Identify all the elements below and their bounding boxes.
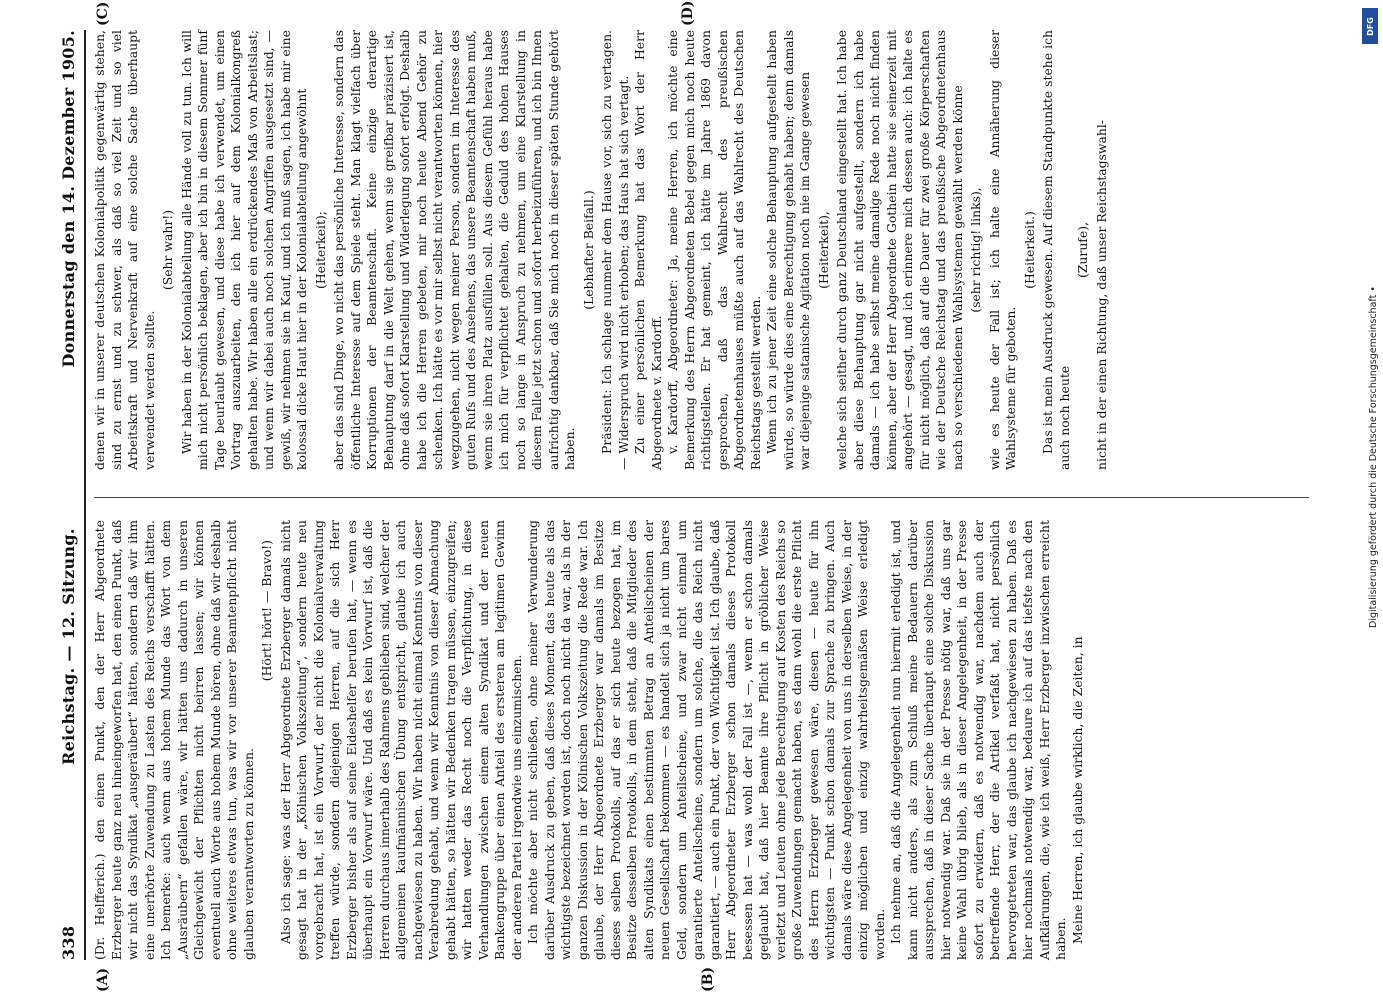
interjection: (Sehr wahr!) xyxy=(160,209,175,291)
dfg-logo xyxy=(1362,8,1378,44)
margin-mark-d: (D) xyxy=(680,0,696,26)
page-number: 338 xyxy=(58,925,78,960)
paragraph: nicht in der einen Richtung, daß unser Reichstagswahl- xyxy=(1093,119,1109,470)
paragraph: welche sich seither durch ganz Deutschland eingestellt hat. Ich habe aber diese Behauptung gar nicht aufgestellt, sondern ich habe damals — ich habe selbst meine damalige Rede noch nicht finden können, aber der Herr Abgeordnete Gothein hatte sie seinerzeit mit angehört — gesagt, und ich erinnere mich dessen auch: ich halte es für nicht möglich, daß auf die Dauer für zwei große Körperschaften wie der Deutsche Reichstag und das preußische Abgeordnetenhaus nach so verschiedenen Wahlsystemen gewählt werden könne xyxy=(834,30,965,470)
margin-mark-b: (B) xyxy=(700,966,716,992)
paragraph: Wir haben in der Kolonialabteilung alle Hände voll zu tun. Ich will mich nicht persönlich beklagen, aber ich bin in diesem Sommer fünf Tage beurlaubt gewesen, und diese habe ich verwendet, um einen Vortrag auszuarbeiten, den ich hier auf dem Kolonialkongreß gehalten habe. Wir haben alle ein erdrückendes Maß von Arbeitslast; und wenn wir dabei auch noch solchen Angriffen ausgesetzt sind, — gewiß, wir nehmen sie in Kauf, und ich muß sagen, ich habe mir eine kolossal dicke Haut hier in der Kolonialabteilung angewöhnt xyxy=(178,30,309,470)
margin-mark-c: (C) xyxy=(95,1,111,26)
paragraph: Also ich sage: was der Herr Abgeordnete Erzberger damals nicht gesagt hat in der „Kölnischen Volkszeitung“, sondern heute neu vorgebracht hat, ist ein Vorwurf, der nicht die Kolonialverwaltung treffen würde, sondern diejenigen Herren, auf die sich Herr Erzberger bisher als auf seine Eideshelfer berufen hat, — wenn es überhaupt ein Vorwurf wäre. Und daß es kein Vorwurf ist, daß die Herren durchaus innerhalb des Rahmens geblieben sind, welcher der allgemeinen kaufmännischen Übung entspricht, glaube ich auch nachgewiesen zu haben. Wir haben nicht einmal Kenntnis von dieser Verabredung gehabt, und wenn wir Kenntnis von dieser Abmachung gehabt hätten, so hätten wir Bedenken tragen müssen, einzugreifen; wir hatten weder das Recht noch die Verpflichtung, in diese Verhandlungen zwischen einem alten Syndikat und der neuen Bankengruppe über einen Anteil des ersteren am legitimen Gewinn der anderen Partei irgendwie uns einzumischen. xyxy=(277,520,524,960)
paragraph: Wenn ich zu jener Zeit eine solche Behauptung aufgestellt haben würde, so würde dies eine Berechtigung gehabt haben; denn damals war diejenige satanische Agitation noch nie im Gange gewesen xyxy=(764,30,812,470)
digitization-credit xyxy=(1368,48,1378,628)
paragraph: denen wir in unserer deutschen Kolonialpolitik gegenwärtig stehen, sind zu ernst und zu schwer, als daß so viel Zeit und so viel Arbeitskraft und Nervenkraft auf eine solche Sache überhaupt verwendet werden sollte. xyxy=(92,30,157,470)
paragraph: Ich möchte aber nicht schließen, ohne meiner Verwunderung darüber Ausdruck zu geben, daß dieses Moment, das heute als das wichtigste bezeichnet worden ist, doch noch nicht da war, als in der ganzen Diskussion in der Kölnischen Volkszeitung die Rede war. Ich glaube, der Herr Abgeordnete Erzberger war damals im Besitze dieses selben Protokolls, auf das er sich heute bezogen hat, im Besitze desselben Protokolls, in dem steht, daß die Mitglieder des alten Syndikats einen bestimmten Betrag an Anteilscheinen der neuen Gesellschaft bekommen — es handelt sich ja nicht um bares Geld, sondern um Anteilscheine, und zwar nicht einmal um garantierte Anteilscheine, sondern um solche, die das Reich nicht garantiert, — auch ein Punkt, der von Wichtigkeit ist. Ich glaube, daß Herr Abgeordneter Erzberger schon damals dieses Protokoll besessen hat — was wohl der Fall ist —, wenn er schon damals geglaubt hat, daß hier Beamte ihre Pflicht in gröblicher Weise verletzt und Leuten ohne jede Berechtigung auf Kosten des Reichs so große Zuwendungen gemacht haben, es dann wohl die erste Pflicht des Herrn Erzberger gewesen wäre, diesen — heute für ihn wichtigsten — Punkt schon damals zur Sprache zu bringen. Auch damals wäre diese Angelegenheit von uns in derselben Weise, in der einzig möglichen und einzig wahrheitsgemäßen Weise erledigt worden. xyxy=(525,520,887,960)
header-rule xyxy=(84,30,86,960)
speaker-statement: v. Kardorff, Abgeordneter: Ja, meine Herren, ich möchte eine Bemerkung des Herrn Abgeordneten Bebel gegen mich noch heute richtigstellen. Er hat gemeint, ich hätte im Jahre 1869 davon gesprochen, daß das Wahlrecht des preußischen Abgeordnetenhauses müßte auch auf das Wahlrecht des Deutschen Reichstags gestellt werden. xyxy=(665,30,763,470)
dfg-logo-text: DFG xyxy=(1365,16,1375,36)
interjection: (Heiterkeit); xyxy=(312,211,328,289)
interjection: (Heiterkeit), xyxy=(815,211,831,289)
column-divider xyxy=(94,497,1309,498)
interjection: (Heiterkeit.) xyxy=(1021,211,1037,289)
president-statement: Präsident: Ich schlage nunmehr dem Hause vor, sich zu vertagen. — Widerspruch wird nicht erhoben; das Haus hat sich vertagt. xyxy=(599,30,631,470)
paragraph: aber das sind Dinge, wo nicht das persönliche Interesse, sondern das öffentliche Interesse auf dem Spiele steht. Man klagt vielfach über Korruptionen der Beamtenschaft. Keine einzige derartige Behauptung darf in die Welt gehen, wenn sie greifbar präzisiert ist, ohne daß sofort Klarstellung und Widerlegung sofort erfolgt. Deshalb habe ich die Herren gebeten, mir noch heute Abend Gehör zu schenken. Ich hätte es vor mir selbst nicht verantworten können, hier wegzugehen, nicht wegen meiner Person, sondern im Interesse des guten Rufs und des Ansehens, das unsere Beamtenschaft haben muß, wenn sie ihren Platz ausfüllen soll. Aus diesem Gefühl heraus habe ich mich für verpflichtet gehalten, die Geduld des hohen Hauses noch so lange in Anspruch zu nehmen, um eine Klarstellung in diesem Falle jetzt schon und sofort herbeizuführen, und ich bin Ihnen aufrichtig dankbar, daß Sie mich noch in dieser späten Stunde gehört haben. xyxy=(331,30,577,470)
right-column xyxy=(92,30,1110,470)
interjection: (Zurufe), xyxy=(1075,221,1090,279)
paragraph: Meine Herren, ich glaube wirklich, die Zeiten, in xyxy=(1069,636,1085,944)
interjection: (Lebhafter Beifall.) xyxy=(580,190,596,310)
paragraph: Ich nehme an, daß die Angelegenheit nun hiermit erledigt ist, und kann nicht anders, als zum Schluß meine Bedauern darüber aussprechen, daß in dieser Sache überhaupt eine solche Diskussion hier notwendig war. Daß sie in der Presse nötig war, daß uns gar keine Wahl übrig blieb, als in dieser Angelegenheit, in der Presse sofort zu erwidern, daß es notwendig war, nachdem auch der betreffende Herr, der die Artikel verfaßt hat, nicht persönlich hervorgetreten war, das glaube ich nachgewiesen zu haben. Daß es hier nochmals notwendig war, bedaure ich auf das tiefste nach den Aufklärungen, die, wie ich weiß, Herr Erzberger inzwischen erreicht haben. xyxy=(888,520,1068,960)
left-column xyxy=(92,520,1086,960)
paragraph: Das ist mein Ausdruck gewesen. Auf diesem Standpunkte stehe ich auch noch heute xyxy=(1040,30,1072,470)
paragraph: (Dr. Helfferich.) den einen Punkt, den der Herr Abgeordnete Erzberger heute ganz neu hineingeworfen hat, den einen Punkt, daß wir nicht das Syndikat „ausgeräubert“ hätten, sondern daß wir ihm eine unerhörte Zuwendung zu Lasten des Reichs verschafft hätten. Ich bemerke: auch wenn aus hohem Munde das Wort von dem „Ausräubern“ gefallen wäre, wir hätten uns dadurch in unseren Gleichgewicht der Pflichten nicht beirren lassen; wir können eventuell auch Worte aus hohem Munde hören, ohne daß wir deshalb ohne weiteres etwas tun, was wir vor unserer Beamtenpflicht nicht glauben verantworten zu können. xyxy=(92,520,256,960)
interjection: (Hört! hört! — Bravo!) xyxy=(259,540,274,682)
session-date: Donnerstag den 14. Dezember 1905. xyxy=(58,30,78,368)
session-title: Reichstag. — 12. Sitzung. xyxy=(58,528,78,765)
margin-mark-a: (A) xyxy=(95,967,111,992)
credit-text: Digitalisierung gefördert durch die Deutsche Forschungsgemeinschaft • xyxy=(1368,286,1379,628)
paragraph: wie es heute der Fall ist; ich halte eine Annäherung dieser Wahlsysteme für geboten. xyxy=(986,30,1018,470)
interjection: (sehr richtig! links), xyxy=(968,187,983,313)
paragraph: Zu einer persönlichen Bemerkung hat das Wort der Herr Abgeordnete v. Kardorff. xyxy=(632,30,664,470)
page-header xyxy=(55,30,81,960)
